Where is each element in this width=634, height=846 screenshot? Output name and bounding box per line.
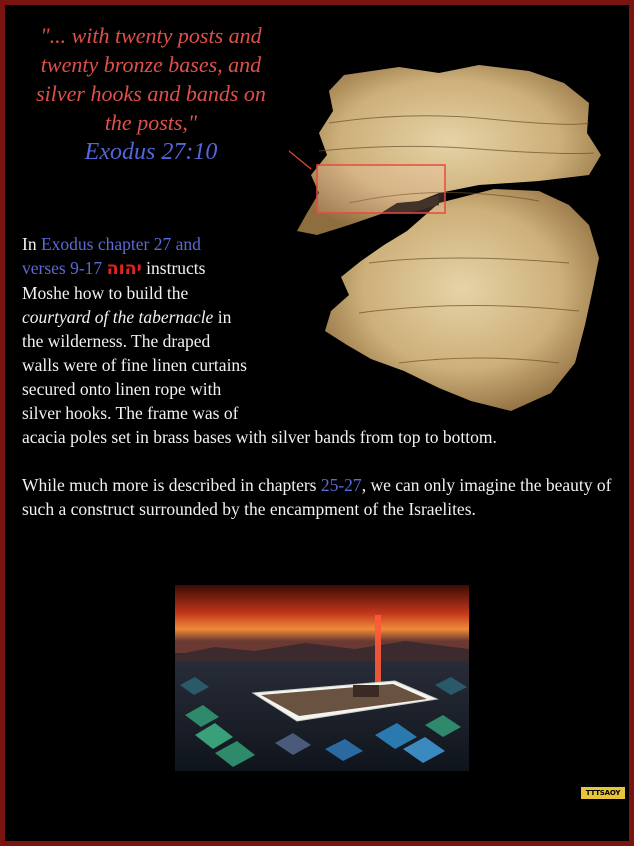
- paragraph-1-full-width-line: acacia poles set in brass bases with silver bands from top to bottom.: [22, 427, 497, 447]
- highlight-box: [317, 165, 445, 213]
- site-logo-badge[interactable]: TTTSAOY: [581, 787, 625, 799]
- body-text: [22, 232, 622, 521]
- chapters-25-27-link[interactable]: 25-27: [320, 475, 362, 495]
- hebrew-tetragrammaton: יהוה: [106, 259, 142, 279]
- paragraph-1: [22, 232, 622, 449]
- tabernacle-encampment-painting: [175, 585, 469, 771]
- tabernacle-tent: [353, 685, 379, 697]
- quote-reference: Exodus 27:10: [84, 139, 218, 165]
- text-instructs: instructs Moshe how to build the: [22, 258, 206, 303]
- pillar-of-fire: [375, 615, 381, 687]
- text-while: While much more is described in chapters: [22, 475, 321, 495]
- paragraph-1-wrapped-part: [22, 232, 247, 425]
- quote-text: "... with twenty posts and twenty bronze bases, and silver hooks and bands on the posts,": [36, 23, 266, 135]
- courtyard-italic-text: courtyard of the tabernacle: [22, 307, 214, 327]
- exodus-27-link[interactable]: Exodus chapter 27 and verses 9-17: [22, 234, 201, 278]
- text-wilderness: in the wilderness. The draped walls were of fine linen curtains secured onto linen rope with silver hooks. The frame was of: [22, 307, 247, 423]
- text-imagine: , we can only imagine the beauty of such a construct surrounded by the encampment of the Israelites.: [22, 475, 612, 519]
- paragraph-2: [22, 473, 622, 521]
- scripture-quote: [27, 21, 275, 167]
- highlight-pointer-arrow: [289, 115, 311, 169]
- text-in: In: [22, 234, 41, 254]
